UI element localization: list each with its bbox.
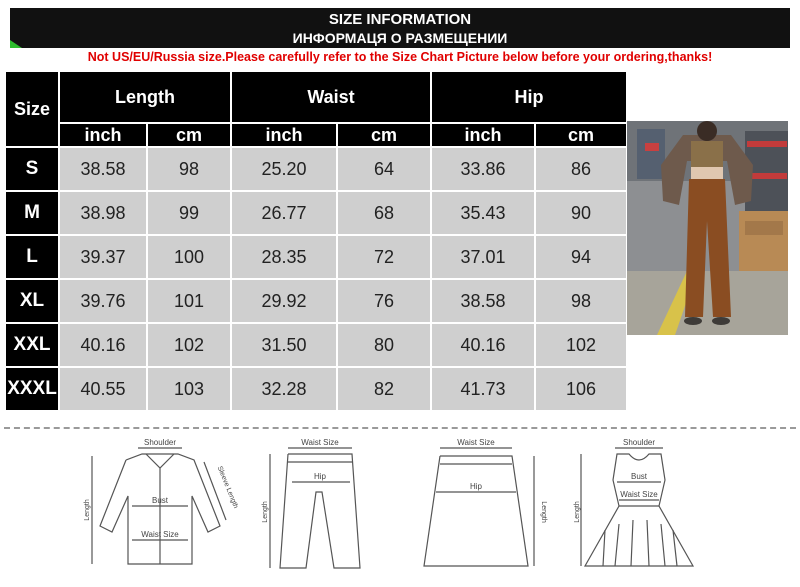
unit-header: cm [147,123,231,147]
table-cell: 40.16 [59,323,147,367]
table-cell: 68 [337,191,431,235]
divider [4,427,796,429]
table-cell: 100 [147,235,231,279]
unit-header: inch [231,123,337,147]
table-cell: 40.55 [59,367,147,411]
table-cell: 41.73 [431,367,535,411]
table-row [5,235,627,279]
pants-waist-label: Waist Size [301,438,339,447]
table-cell: 94 [535,235,627,279]
table-cell: 28.35 [231,235,337,279]
table-cell: 102 [535,323,627,367]
shirt-waist-label: Waist Size [141,530,179,539]
group-hip: Hip [431,71,627,123]
table-cell: 33.86 [431,147,535,191]
table-cell: 26.77 [231,191,337,235]
table-cell: 82 [337,367,431,411]
title-english: SIZE INFORMATION [328,11,472,28]
size-label: S [5,147,59,191]
table-cell: 38.58 [59,147,147,191]
table-header-row [5,71,627,123]
group-length: Length [59,71,231,123]
dress-waist-label: Waist Size [620,490,658,499]
table-cell: 102 [147,323,231,367]
table-cell: 80 [337,323,431,367]
size-label: M [5,191,59,235]
dress-shoulder-label: Shoulder [622,438,656,447]
size-table [4,70,628,412]
size-label: L [5,235,59,279]
size-label: XL [5,279,59,323]
table-units-row [5,123,627,147]
table-row [5,367,627,411]
table-cell: 31.50 [231,323,337,367]
unit-header: inch [431,123,535,147]
table-row [5,323,627,367]
table-cell: 37.01 [431,235,535,279]
dress-bust-label: Bust [630,472,648,481]
table-row [5,191,627,235]
table-cell: 72 [337,235,431,279]
table-cell: 98 [147,147,231,191]
table-cell: 76 [337,279,431,323]
table-row [5,147,627,191]
shirt-length-label: Length [84,499,91,521]
dress-length-label: Length [574,501,581,523]
table-cell: 90 [535,191,627,235]
unit-header: inch [59,123,147,147]
table-cell: 86 [535,147,627,191]
skirt-length-label: Length [540,501,547,523]
table-cell: 64 [337,147,431,191]
unit-header: cm [535,123,627,147]
shirt-bust-label: Bust [151,496,169,505]
table-cell: 38.58 [431,279,535,323]
shirt-shoulder-label: Shoulder [143,438,177,447]
size-header: Size [5,71,59,147]
header-banner [10,8,790,48]
shirt-sleeve-label: Sleeve Length [215,465,240,510]
skirt-diagram [410,440,550,580]
size-notice: Not US/EU/Russia size.Please carefully refer to the Size Chart Picture below before your ordering,thanks! [87,50,713,64]
group-waist: Waist [231,71,431,123]
table-cell: 25.20 [231,147,337,191]
size-label: XXL [5,323,59,367]
table-cell: 106 [535,367,627,411]
skirt-waist-label: Waist Size [457,438,495,447]
table-cell: 99 [147,191,231,235]
table-cell: 32.28 [231,367,337,411]
table-row [5,279,627,323]
table-cell: 98 [535,279,627,323]
pants-length-label: Length [262,501,269,523]
unit-header: cm [337,123,431,147]
corner-accent [10,40,22,48]
product-photo [627,121,788,335]
shirt-diagram [80,440,240,580]
table-cell: 101 [147,279,231,323]
skirt-hip-label: Hip [469,482,483,491]
pants-diagram [258,440,378,580]
table-cell: 39.37 [59,235,147,279]
title-russian: ИНФОРМАЦЯ О РАЗМЕЩЕНИИ [292,30,508,46]
size-label: XXXL [5,367,59,411]
table-cell: 29.92 [231,279,337,323]
table-cell: 40.16 [431,323,535,367]
pants-hip-label: Hip [313,472,327,481]
table-cell: 103 [147,367,231,411]
table-cell: 38.98 [59,191,147,235]
dress-diagram [575,440,705,580]
table-cell: 35.43 [431,191,535,235]
table-cell: 39.76 [59,279,147,323]
